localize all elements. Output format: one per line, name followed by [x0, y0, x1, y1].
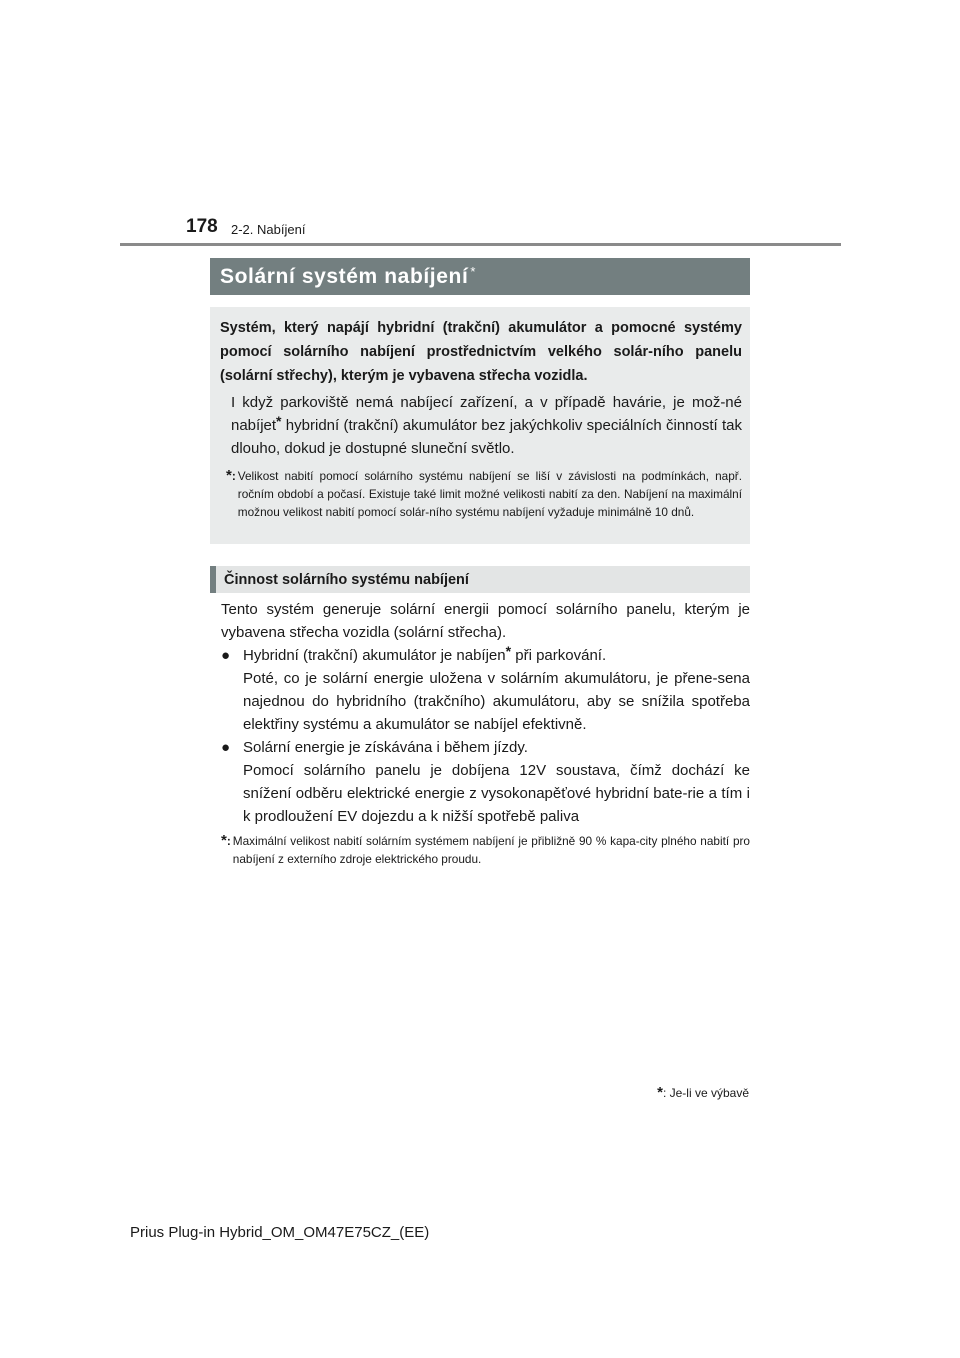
body-note-colon: : — [226, 834, 231, 848]
body-note — [221, 832, 750, 868]
intro-note — [226, 467, 742, 521]
list-item — [221, 736, 750, 828]
bullet-asterisk: * — [505, 643, 512, 659]
body-note-mark — [221, 832, 231, 868]
bullet-lead — [243, 644, 750, 667]
bullet-lead-start: Hybridní (trakční) akumulátor je nabíjen — [243, 647, 506, 664]
intro-note-colon: : — [231, 469, 236, 483]
body-note-text: Maximální velikost nabití solárním systémem nabíjení je přibližně 90 % kapa-city plného nabití pro nabíjení z externího zdroje elektrického proudu. — [232, 834, 750, 866]
bullet-content — [243, 736, 750, 828]
section-label: 2-2. Nabíjení — [231, 222, 306, 237]
title-bar — [210, 258, 750, 295]
bullet-text: Pomocí solárního panelu je dobíjena 12V soustava, čímž dochází ke snížení odběru elektrické energie z vysokonapěťové hybridní bate-rie a tím i k prodloužení EV dojezdu a k nižší spotřebě paliva — [243, 762, 750, 825]
body-note-star: * — [221, 832, 227, 849]
subsection-heading: Činnost solárního systému nabíjení — [210, 566, 750, 593]
intro-note-text: Velikost nabití pomocí solárního systému nabíjení se liší v závislosti na podmínkách, např. ročním období a počasí. Existuje také limit možné velikosti nabití za den. Nabíjení na maximální možnou velikost nabití pomocí solár-ního systému nabíjení vyžaduje minimálně 10 dnů. — [237, 469, 742, 519]
intro-paragraph — [231, 391, 742, 460]
footnote-text: : Je-li ve výbavě — [662, 1086, 749, 1100]
intro-paragraph-end: hybridní (trakční) akumulátor bez jakýchkoliv speciálních činností tak dlouho, dokud je dostupné sluneční světlo. — [231, 417, 742, 457]
body-content — [221, 598, 750, 868]
equipment-footnote — [657, 1084, 749, 1101]
intro-box — [210, 307, 750, 544]
intro-paragraph-start: I když parkoviště nemá nabíjecí zařízení, a v případě havárie, je mož-né nabíjet — [231, 394, 742, 434]
intro-note-star: * — [226, 467, 232, 484]
bullet-lead-end: při parkování. — [511, 647, 607, 664]
page-title: Solární systém nabíjení — [220, 264, 469, 288]
bullet-icon: ● — [221, 647, 231, 664]
footnote-star: * — [657, 1084, 663, 1101]
intro-note-mark — [226, 467, 236, 521]
bullet-content — [243, 644, 750, 736]
document-footer: Prius Plug-in Hybrid_OM_OM47E75CZ_(EE) — [130, 1224, 430, 1241]
title-asterisk: * — [470, 264, 476, 279]
body-intro: Tento systém generuje solární energii pomocí solárního panelu, kterým je vybavena střecha vozidla (solární střecha). — [221, 601, 750, 641]
list-item — [221, 644, 750, 736]
bullet-icon: ● — [221, 739, 231, 756]
bullet-lead: Solární energie je získávána i během jízdy. — [243, 739, 528, 756]
intro-summary: Systém, který napájí hybridní (trakční) akumulátor a pomocné systémy pomocí solárního nabíjení prostřednictvím velkého solár-ního panelu (solární střechy), kterým je vybavena střecha vozidla. — [220, 320, 742, 384]
bullet-text: Poté, co je solární energie uložena v solárním akumulátoru, je přene-sena najednou do hybridního (trakčního) akumulátoru, aby se snížila spotřeba elektřiny systému a akumulátor se nabíjel efektivně. — [243, 670, 750, 733]
header-rule — [120, 243, 841, 246]
page-number: 178 — [186, 216, 218, 237]
intro-asterisk: * — [276, 413, 282, 429]
